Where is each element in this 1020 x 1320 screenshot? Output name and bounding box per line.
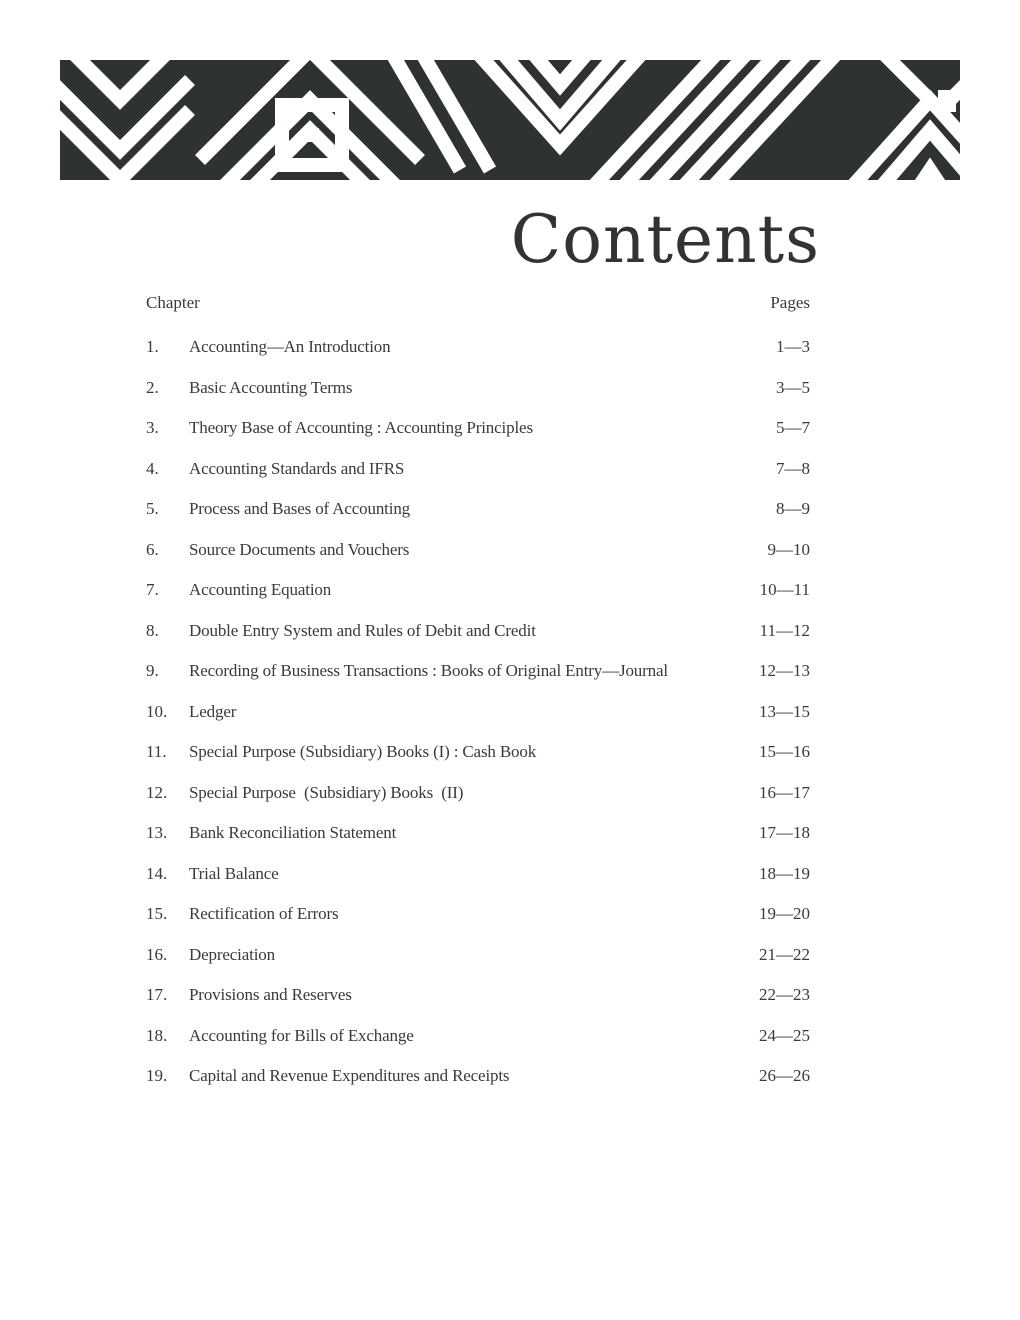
chapter-title: Ledger [189, 701, 237, 721]
chapter-number: 6. [146, 539, 159, 559]
chapter-number: 9. [146, 661, 159, 680]
chapter-title: Accounting Standards and IFRS [189, 458, 405, 478]
chapter-title: Depreciation [189, 944, 275, 964]
chapter-pages: 10—11 [759, 580, 810, 599]
toc-entry[interactable] [146, 903, 810, 944]
chapter-pages: 22—23 [759, 985, 810, 1004]
chapter-number: 14. [146, 863, 168, 883]
toc-header [146, 293, 810, 315]
chapter-number: 4. [146, 458, 159, 478]
chapter-number: 3. [146, 418, 159, 437]
chapter-pages: 11—12 [759, 620, 810, 640]
table-of-contents [146, 336, 810, 1106]
chapter-number: 2. [146, 377, 159, 397]
chapter-pages: 13—15 [759, 701, 810, 721]
chapter-pages: 17—18 [759, 823, 810, 842]
toc-entry[interactable] [146, 701, 810, 742]
chapter-title: Recording of Business Transactions : Books of Original Entry—Journal [189, 661, 668, 680]
chapter-pages: 15—16 [759, 742, 810, 761]
chapter-title: Special Purpose (Subsidiary) Books (II) [189, 782, 464, 802]
toc-entry[interactable] [146, 944, 810, 985]
toc-entry[interactable] [146, 579, 810, 620]
chapter-title: Capital and Revenue Expenditures and Receipts [189, 1066, 510, 1085]
toc-entry[interactable] [146, 539, 810, 580]
toc-entry[interactable] [146, 660, 810, 701]
chapter-number: 1. [146, 337, 159, 356]
chapter-pages: 21—22 [759, 944, 810, 964]
chapter-number: 19. [146, 1066, 168, 1085]
toc-entry[interactable] [146, 377, 810, 418]
geometric-pattern-graphic [60, 60, 960, 180]
chapter-title: Trial Balance [189, 863, 279, 883]
page-title: Contents [510, 201, 820, 278]
chapter-number: 18. [146, 1025, 168, 1045]
chapter-pages: 7—8 [776, 458, 810, 478]
chapter-number: 12. [146, 782, 168, 802]
toc-entry[interactable] [146, 984, 810, 1025]
pages-column-header: Pages [770, 293, 810, 312]
chapter-pages: 3—5 [776, 377, 810, 397]
chapter-pages: 19—20 [759, 904, 810, 923]
chapter-number: 17. [146, 985, 168, 1004]
toc-entry[interactable] [146, 417, 810, 458]
chapter-pages: 26—26 [759, 1066, 810, 1085]
chapter-pages: 18—19 [759, 863, 810, 883]
chapter-pages: 8—9 [776, 499, 810, 518]
chapter-title: Accounting—An Introduction [189, 337, 391, 356]
toc-entry[interactable] [146, 1065, 810, 1106]
chapter-pages: 9—10 [767, 539, 810, 559]
chapter-pages: 24—25 [759, 1025, 810, 1045]
chapter-title: Accounting Equation [189, 580, 332, 599]
chapter-title: Provisions and Reserves [189, 985, 352, 1004]
chapter-number: 5. [146, 499, 159, 518]
chapter-title: Rectification of Errors [189, 904, 339, 923]
chapter-pages: 5—7 [776, 418, 810, 437]
chapter-number: 7. [146, 580, 159, 599]
chapter-title: Bank Reconciliation Statement [189, 823, 397, 842]
chapter-title: Accounting for Bills of Exchange [189, 1025, 414, 1045]
toc-entry[interactable] [146, 458, 810, 499]
chapter-number: 16. [146, 944, 168, 964]
chapter-number: 13. [146, 823, 168, 842]
chapter-title: Basic Accounting Terms [189, 377, 353, 397]
toc-entry[interactable] [146, 741, 810, 782]
chapter-column-header: Chapter [146, 293, 200, 312]
chapter-title: Process and Bases of Accounting [189, 499, 411, 518]
chapter-title: Source Documents and Vouchers [189, 539, 410, 559]
chapter-number: 15. [146, 904, 168, 923]
chapter-number: 8. [146, 620, 159, 640]
chapter-pages: 16—17 [759, 782, 810, 802]
chapter-pages: 12—13 [759, 661, 810, 680]
toc-entry[interactable] [146, 782, 810, 823]
chapter-title: Special Purpose (Subsidiary) Books (I) : Cash Book [189, 742, 537, 761]
toc-entry[interactable] [146, 336, 810, 377]
toc-entry[interactable] [146, 498, 810, 539]
chapter-number: 10. [146, 701, 168, 721]
toc-entry[interactable] [146, 863, 810, 904]
toc-entry[interactable] [146, 620, 810, 661]
decorative-pattern-banner [60, 60, 960, 180]
toc-entry[interactable] [146, 1025, 810, 1066]
toc-entry[interactable] [146, 822, 810, 863]
chapter-title: Theory Base of Accounting : Accounting Principles [189, 418, 533, 437]
chapter-number: 11. [146, 742, 167, 761]
chapter-title: Double Entry System and Rules of Debit and Credit [189, 620, 536, 640]
chapter-pages: 1—3 [776, 337, 810, 356]
